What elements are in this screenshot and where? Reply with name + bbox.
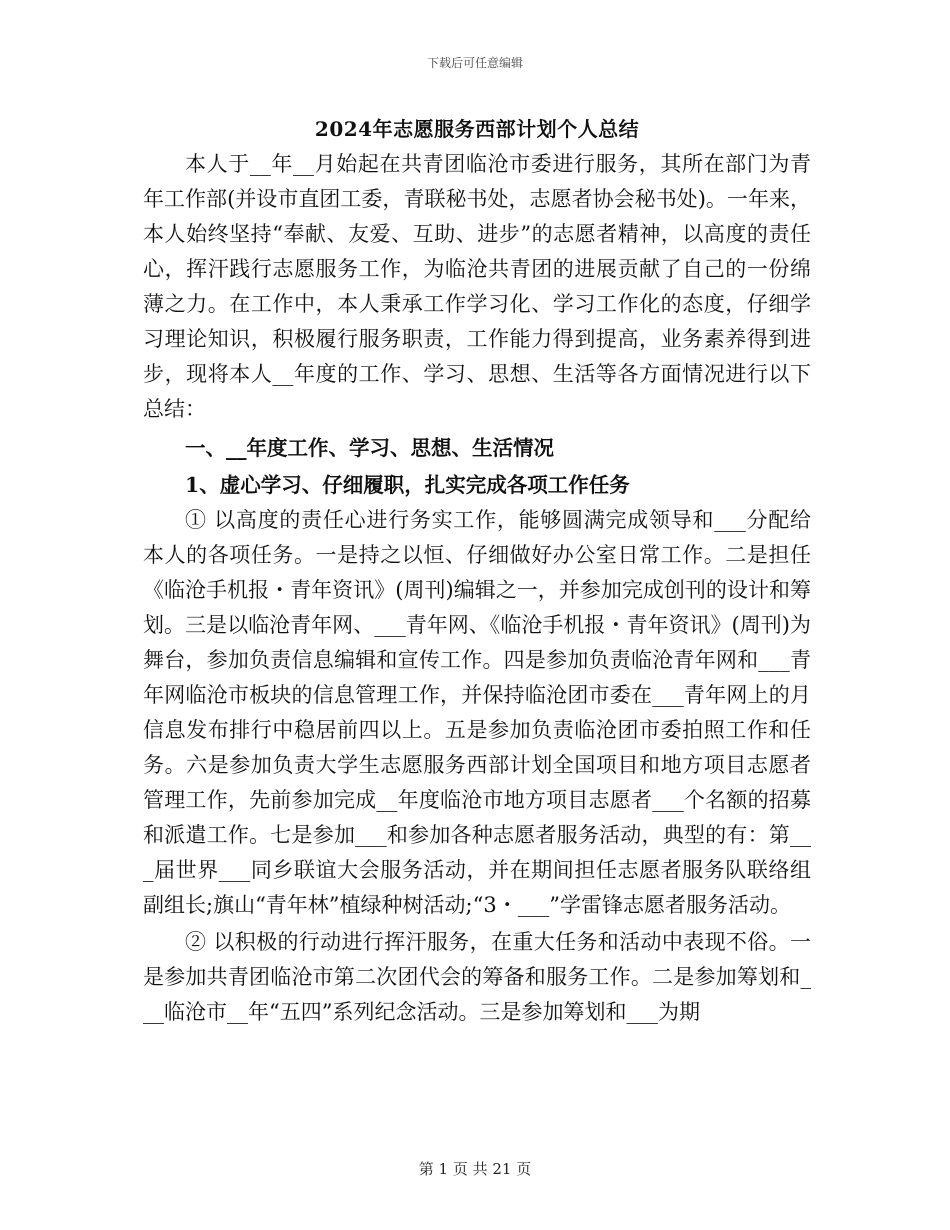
page-number-footer: 第 1 页 共 21 页 <box>418 1160 532 1178</box>
page-header-note: 下载后可任意编辑 <box>426 56 523 70</box>
subsection-heading-1: 1、虚心学习、仔细履职，扎实完成各项工作任务 <box>185 473 630 497</box>
intro-paragraph: 本人于__年__月始起在共青团临沧市委进行服务，其所在部门为青年工作部(并设市直团工委，青联秘书处，志愿者协会秘书处)。一年来，本人始终坚持“奉献、友爱、互助、进步”的志愿者精神，以高度的责任心，挥汗践行志愿服务工作，为临沧共青团的进展贡献了自己的一份绵薄之力。在工作中，本人秉承工作学习化、学习工作化的态度，仔细学习理论知识，积极履行服务职责，工作能力得到提高，业务素养得到进步，现将本人__年度的工作、学习、思想、生活等各方面情况进行以下总结： <box>143 152 811 421</box>
item-paragraph-2: ② 以积极的行动进行挥汗服务，在重大任务和活动中表现不俗。一是参加共青团临沧市第二次团代会的筹备和服务工作。二是参加筹划和___临沧市__年“五四”系列纪念活动。三是参加筹划和___为期 <box>143 930 811 1024</box>
section-heading-1: 一、__年度工作、学习、思想、生活情况 <box>185 436 554 460</box>
item-paragraph-1: ① 以高度的责任心进行务实工作，能够圆满完成领导和___分配给本人的各项任务。一是持之以恒、仔细做好办公室日常工作。二是担任《临沧手机报・青年资讯》(周刊)编辑之一，并参加完成创刊的设计和筹划。三是以临沧青年网、___青年网、《临沧手机报・青年资讯》(周刊)为舞台，参加负责信息编辑和宣传工作。四是参加负责临沧青年网和___青年网临沧市板块的信息管理工作，并保持临沧团市委在___青年网上的月信息发布排行中稳居前四以上。五是参加负责临沧团市委拍照工作和任务。六是参加负责大学生志愿服务西部计划全国项目和地方项目志愿者管理工作，先前参加完成__年度临沧市地方项目志愿者___个名额的招募和派遣工作。七是参加___和参加各种志愿者服务活动，典型的有：第___届世界___同乡联谊大会服务活动，并在期间担任志愿者服务队联络组副组长;旗山“青年林”植绿种树活动;“3・___”学雷锋志愿者服务活动。 <box>143 508 811 917</box>
document-body <box>143 112 811 1030</box>
document-title: 2024年志愿服务西部计划个人总结 <box>314 117 640 141</box>
